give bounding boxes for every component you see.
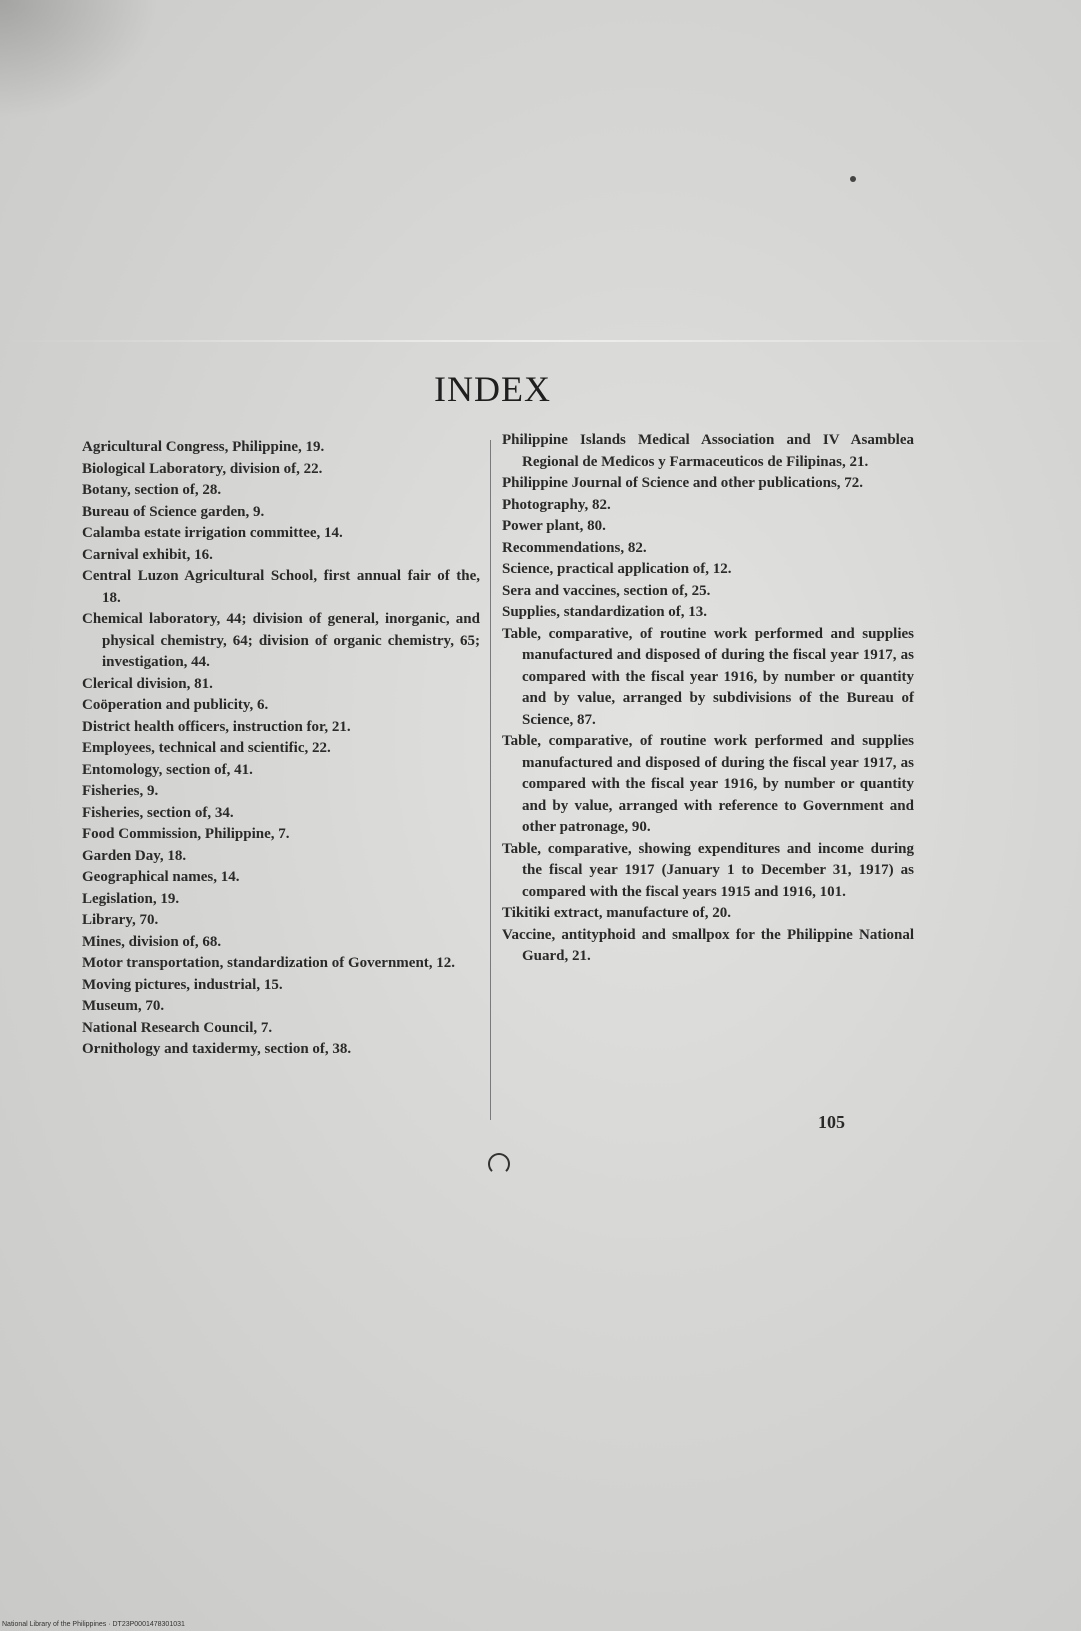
- index-entry: Fisheries, 9.: [82, 783, 159, 799]
- index-entry: Food Commission, Philippine, 7.: [82, 826, 290, 842]
- scan-corner-shadow: [0, 0, 160, 120]
- index-entry: Legislation, 19.: [82, 890, 180, 907]
- index-entry: Entomology, section of, 41.: [82, 761, 253, 778]
- index-entry: Philippine Islands Medical Association and IV Asamblea Regional de Medicos y Farmaceuticos de Filipinas, 21.: [502, 432, 914, 470]
- index-entry: Botany, section of, 28.: [82, 482, 222, 498]
- index-entry: Tikitiki extract, manufacture of, 20.: [502, 905, 732, 921]
- index-entry: Library, 70.: [82, 912, 159, 928]
- index-entry: Clerical division, 81.: [82, 675, 213, 692]
- page-fold-line: [0, 340, 1081, 342]
- index-entry: Chemical laboratory, 44; division of general, inorganic, and physical chemistry, 64; division of organic chemistry, 65; investigation, 44.: [82, 611, 480, 670]
- index-entry: Philippine Journal of Science and other publications, 72.: [502, 475, 864, 491]
- index-entry: Table, comparative, showing expenditures and income during the fiscal year 1917 (January 1 to December 31, 1917) as compared with the fiscal years 1915 and 1916, 101.: [502, 840, 914, 900]
- index-entry: Ornithology and taxidermy, section of, 38.: [82, 1041, 352, 1057]
- index-entry: Garden Day, 18.: [82, 847, 187, 864]
- index-entry: Motor transportation, standardization of Government, 12.: [82, 955, 456, 971]
- index-entry: Museum, 70.: [82, 998, 165, 1014]
- scan-credit: National Library of the Philippines · DT23P0001478301031: [2, 1621, 185, 1628]
- index-entry: District health officers, instruction for, 21.: [82, 718, 351, 735]
- index-entry: National Research Council, 7.: [82, 1019, 273, 1036]
- index-entry: Recommendations, 82.: [502, 539, 647, 556]
- index-entry: Coöperation and publicity, 6.: [82, 697, 269, 713]
- index-entry: Agricultural Congress, Philippine, 19.: [82, 439, 325, 455]
- index-entry: Carnival exhibit, 16.: [82, 546, 213, 563]
- index-entry: Fisheries, section of, 34.: [82, 804, 234, 821]
- index-entry: Bureau of Science garden, 9.: [82, 503, 265, 520]
- index-entry: Power plant, 80.: [502, 518, 606, 534]
- index-entry: Sera and vaccines, section of, 25.: [502, 582, 711, 599]
- circle-mark-icon: [488, 1153, 510, 1175]
- index-entry: Mines, division of, 68.: [82, 933, 222, 950]
- index-entry: Moving pictures, industrial, 15.: [82, 976, 283, 993]
- index-entry: Science, practical application of, 12.: [502, 561, 732, 577]
- page-title: INDEX: [434, 369, 551, 409]
- index-entry: Geographical names, 14.: [82, 869, 240, 885]
- index-entry: Employees, technical and scientific, 22.: [82, 740, 331, 756]
- index-entry: Vaccine, antityphoid and smallpox for the Philippine National Guard, 21.: [502, 926, 914, 964]
- index-entry: Photography, 82.: [502, 496, 611, 513]
- index-entry: Table, comparative, of routine work performed and supplies manufactured and disposed of during the fiscal year 1917, as compared with the fiscal year 1916, by number or quantity and by value, arranged by subdivisions of the Bureau of Science, 87.: [502, 625, 914, 728]
- index-entry: Supplies, standardization of, 13.: [502, 604, 708, 620]
- column-divider: [490, 440, 491, 1120]
- index-entry: Biological Laboratory, division of, 22.: [82, 460, 323, 477]
- page-number: 105: [818, 1112, 845, 1132]
- index-entry: Central Luzon Agricultural School, first annual fair of the, 18.: [82, 568, 480, 606]
- index-column-left: [82, 437, 480, 1061]
- index-column-right: [502, 430, 914, 968]
- index-entry: Table, comparative, of routine work performed and supplies manufactured and disposed of during the fiscal year 1917, as compared with the fiscal year 1916, by number or quantity and by value, arranged with reference to Government and other patronage, 90.: [502, 733, 914, 835]
- index-entry: Calamba estate irrigation committee, 14.: [82, 525, 343, 541]
- scan-speck: [850, 176, 856, 182]
